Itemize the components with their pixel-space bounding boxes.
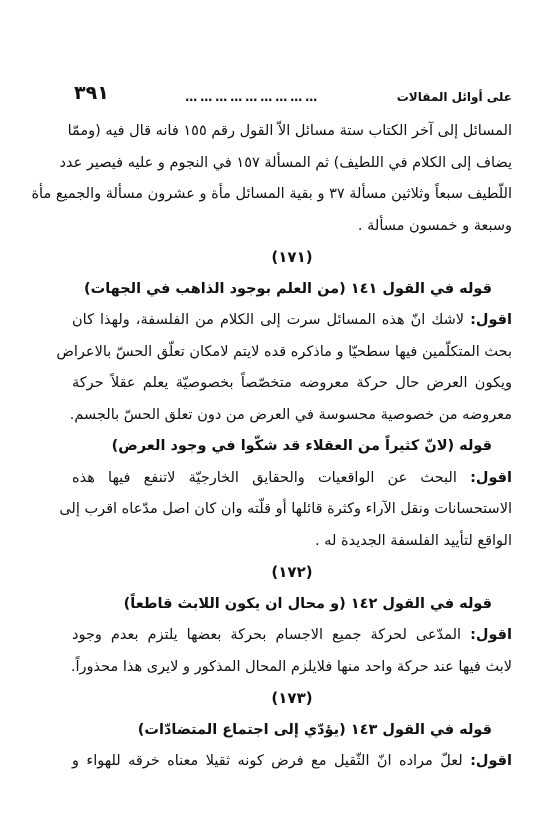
section-number: (١٧٣) (271, 689, 313, 707)
page-body (31, 116, 512, 778)
section-heading: قوله في القول ١٤٣ (يؤدّي إلى اجتماع المتضادّات) (137, 721, 492, 738)
paragraph-line: معروضه من خصوصية محسوسة في العرض من دون تعلق الحسّ بالجسم. (69, 406, 512, 423)
paragraph-line: يضاف إلى الكلام في اللطيف) ثم المسألة ١٥٧ في النجوم و عليه فيصير عدد (59, 154, 512, 171)
section-heading: قوله في القول ١٤١ (من العلم بوجود الذاهب في الجهات) (84, 280, 492, 297)
paragraph-line: المسائل إلى آخر الكتاب ستة مسائل الاّ القول رقم ١٥٥ فانه قال فيه (وممّا (67, 123, 512, 139)
paragraph-line: ويكون العرض حال حركة معروضه متخصّصاً بخصوصيّة يعلم عقلاً حركة (72, 375, 512, 391)
paragraph-line (72, 746, 512, 778)
section-number: (١٧٢) (271, 563, 313, 581)
section-number: (١٧١) (271, 248, 313, 266)
paragraph-line: لابث فيها عند حركة واحد منها فلايلزم المحال المذكور و لايرى هذا محذوراً. (70, 658, 512, 675)
running-title: على أوائل المقالات (396, 90, 512, 104)
paragraph-text: لاشك انّ هذه المسائل سرت إلى الكلام من الفلسفة، ولهذا كان (72, 312, 471, 328)
paragraph-line (72, 620, 512, 652)
paragraph-text: لعلّ مراده انّ الثّقيل مع فرض كونه ثقيلا معناه خرقه للهواء و (72, 753, 471, 769)
paragraph-text: البحث عن الواقعيات والحقايق الخارجيّة لاتنفع فيها هذه (72, 469, 471, 486)
paragraph-line (72, 463, 512, 495)
section-heading: قوله (لانّ كثيراً من العقلاء قد شكّوا في وجود العرض) (111, 438, 492, 454)
paragraph-line: اللّطيف سبعاً وثلاثين مسألة ٣٧ و بقية المسائل مأة و عشرون مسألة والجميع مأة (31, 186, 512, 202)
lead-word: اقول: (470, 312, 512, 328)
paragraph-line (72, 305, 512, 337)
paragraph-line: بحث المتكلّمين فيها سطحيّا و ماذكره قده لايتم لامكان تعلّق الحسّ بالاعراض (56, 343, 512, 360)
header-dots: ……………………… (185, 90, 321, 104)
page-number: ٣٩١ (74, 82, 109, 104)
lead-word: اقول: (470, 469, 512, 486)
section-heading: قوله في القول ١٤٢ (و محال ان يكون اللابث قاطعاً) (123, 595, 492, 612)
paragraph-text: المدّعى لحركة جميع الاجسام بحركة بعضها يلتزم بعدم وجود (72, 627, 471, 643)
paragraph-line: الواقع لتأييد الفلسفة الجديدة له . (315, 532, 512, 549)
lead-word: اقول: (470, 753, 512, 769)
paragraph-line: الاستحسانات ونقل الآراء وكثرة قائلها أو قلّته وان كان اصل مدّعاه اقرب إلى (59, 501, 512, 517)
paragraph-line: وسبعة و خمسون مسألة . (357, 217, 512, 234)
lead-word: اقول: (470, 627, 512, 643)
page-header (74, 78, 512, 104)
